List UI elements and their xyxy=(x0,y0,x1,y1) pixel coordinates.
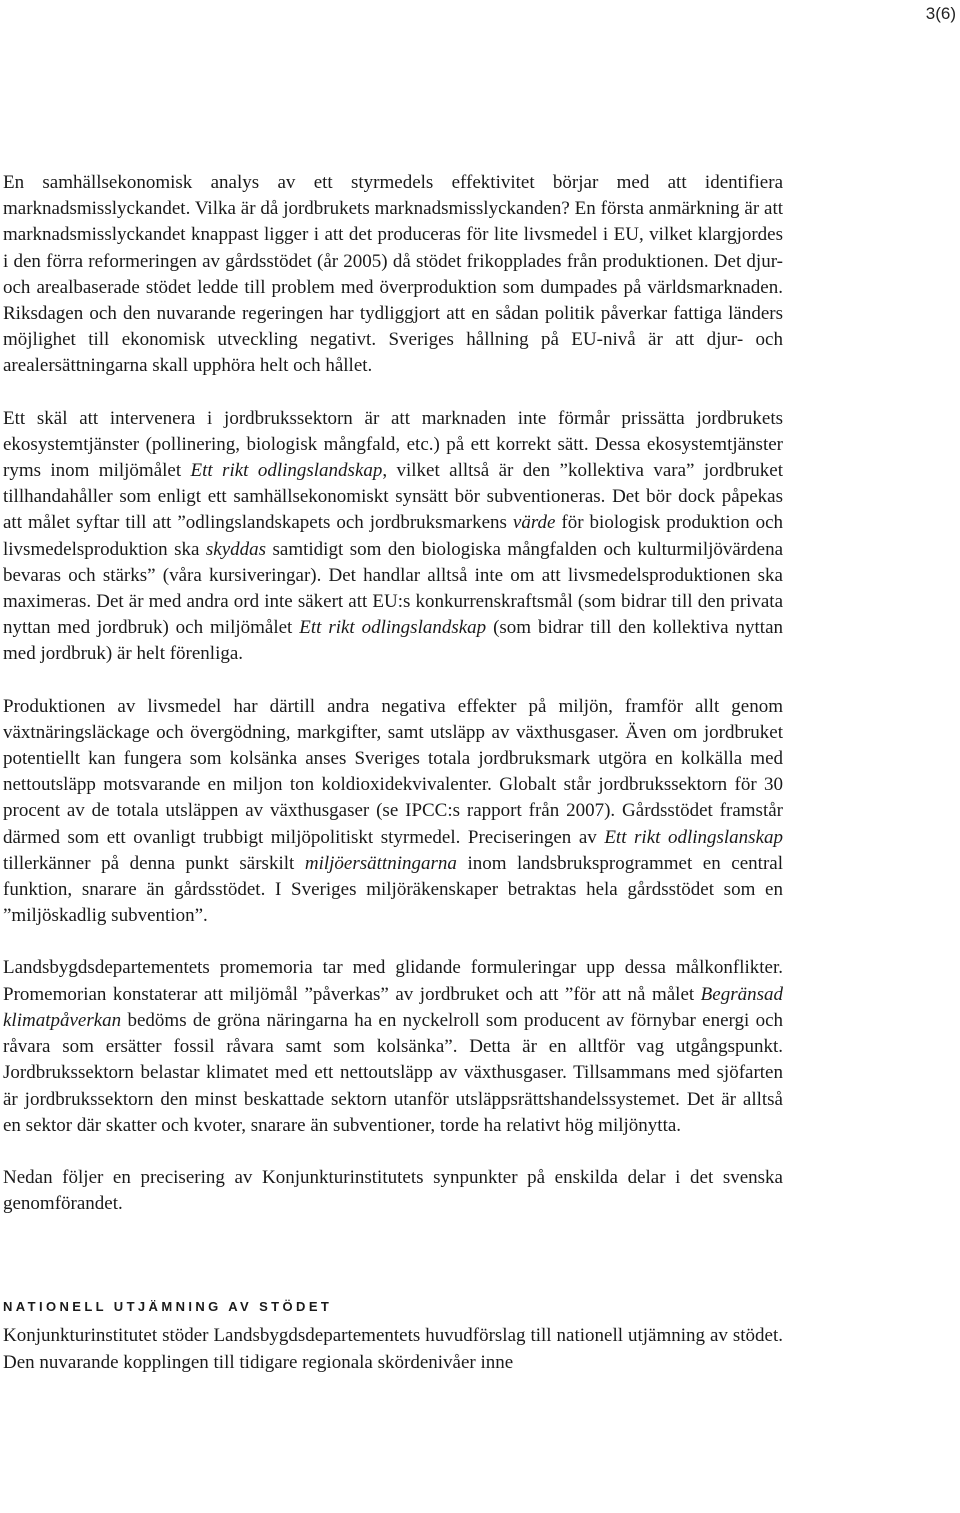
italic-text: Ett rikt odlingslandskap xyxy=(190,460,383,482)
paragraph-text: bedöms de gröna näringarna ha en nyckelroll som producent av förnybar energi och råvara som ersätter fossil råvara samt som kolsänka”. Detta är en alltför vag utgångspunkt. Jordbrukssektorn belastar klimatet med ett nettoutsläpp av växthusgaser. Tillsammans med sjöfarten är jordbrukssektorn den minst beskattade sektorn utanför utsläppsrättshandelssystemet. Det är alltså en sektor där skatter och kvoter, snarare än subventioner, torde ha relativt hög miljönytta. xyxy=(3,1009,783,1136)
body-paragraph xyxy=(3,1165,783,1217)
italic-text: Ett rikt odlingslanskap xyxy=(604,826,784,848)
body-paragraph xyxy=(3,170,783,380)
italic-text: Ett rikt odlingslandskap xyxy=(299,617,487,639)
document-body xyxy=(3,170,783,1376)
paragraph-text: samtidigt som den biologiska mångfalden och kulturmiljövärdena bevaras och stärks” (våra kursiveringar). Det handlar alltså inte om att livsmedelsproduktionen ska maximeras. Det är med andra ord inte säkert att EU:s konkurrenskraftsmål (som bidrar till den privata nyttan med jordbruk) och miljömålet xyxy=(3,538,784,639)
italic-text: Begränsad klimatpåverkan xyxy=(3,983,783,1031)
body-paragraph xyxy=(3,694,783,930)
paragraph-list xyxy=(3,170,783,1217)
paragraph-text: Nedan följer en precisering av Konjunkturinstitutets synpunkter på enskilda delar i det svenska genomförandet. xyxy=(3,1166,783,1215)
paragraph-text: för biologisk produktion och livsmedelsproduktion ska xyxy=(3,512,784,560)
body-paragraph xyxy=(3,955,783,1138)
paragraph-text: (som bidrar till den kollektiva nyttan med jordbruk) är helt förenliga. xyxy=(3,617,783,665)
paragraph-text: tillerkänner på denna punkt särskilt xyxy=(3,852,305,874)
italic-text: värde xyxy=(512,512,556,534)
section-paragraph: Konjunkturinstitutet stöder Landsbygdsdepartementets huvudförslag till nationell utjämning av stödet. Den nuvarande kopplingen till tidigare regionala skördenivåer inne xyxy=(3,1325,783,1373)
paragraph-text: En samhällsekonomisk analys av ett styrmedels effektivitet börjar med att identifiera marknadsmisslyckandet. Vilka är då jordbrukets marknadsmisslyckanden? En första anmärkning är att marknadsmisslyckandet knappast ligger i att det produceras för lite livsmedel i EU, vilket klargjordes i den förra reformeringen av gårdsstödet (år 2005) då stödet frikopplades från produktionen. Det djur- och arealbaserade stödet ledde till problem med överproduktion som dumpades på världsmarknaden. Riksdagen och den nuvarande regeringen har tydliggjort att en sådan politik påverkar fattiga länders möjlighet till ekonomisk utveckling negativt. Sveriges hållning på EU-nivå är att djur- och arealersättningarna skall upphöra helt och hållet. xyxy=(3,172,783,377)
paragraph-text: Produktionen av livsmedel har därtill andra negativa effekter på miljön, framför allt genom växtnäringsläckage och övergödning, markgifter, samt utsläpp av växthusgaser. Även om jordbruket potentiellt kan fungera som kolsänka anses Sveriges totala jordbruksmark utgöra en kolkälla med nettoutsläpp motsvarande en miljon ton koldioxidekvivalenter. Globalt står jordbrukssektorn för 30 procent av de totala utsläppen av växthusgaser (se IPCC:s rapport från 2007). Gårdsstödet framstår därmed som ett ovanligt trubbigt miljöpolitiskt styrmedel. Preciseringen av xyxy=(3,695,783,848)
italic-text: miljöersättningarna xyxy=(304,852,457,874)
italic-text: skyddas xyxy=(205,538,267,560)
section-heading: NATIONELL UTJÄMNING AV STÖDET xyxy=(3,1299,333,1315)
paragraph-text: inom landsbruksprogrammet en central funktion, snarare än gårdsstödet. I Sveriges miljöräkenskaper betraktas hela gårdsstödet som en ”miljöskadlig subvention”. xyxy=(3,852,783,927)
paragraph-text: Landsbygdsdepartementets promemoria tar med glidande formuleringar upp dessa målkonflikter. Promemorian konstaterar att miljömål ”påverkas” av jordbruket och att ”för att nå målet xyxy=(3,957,783,1005)
body-paragraph xyxy=(3,406,783,668)
page-number: 3(6) xyxy=(925,4,956,23)
paragraph-text: , vilket alltså är den ”kollektiva vara” jordbruket tillhandahåller som enligt ett samhällsekonomiskt synsätt bör subventioneras. Det bör dock påpekas att målet syftar till att ”odlingslandskapets och jordbruksmarkens xyxy=(3,460,783,534)
paragraph-text: Ett skäl att intervenera i jordbrukssektorn är att marknaden inte förmår prissätta jordbrukets ekosystemtjänster (pollinering, biologisk mångfald, etc.) på ett korrekt sätt. Dessa ekosystemtjänster ryms inom miljömålet xyxy=(3,407,783,482)
